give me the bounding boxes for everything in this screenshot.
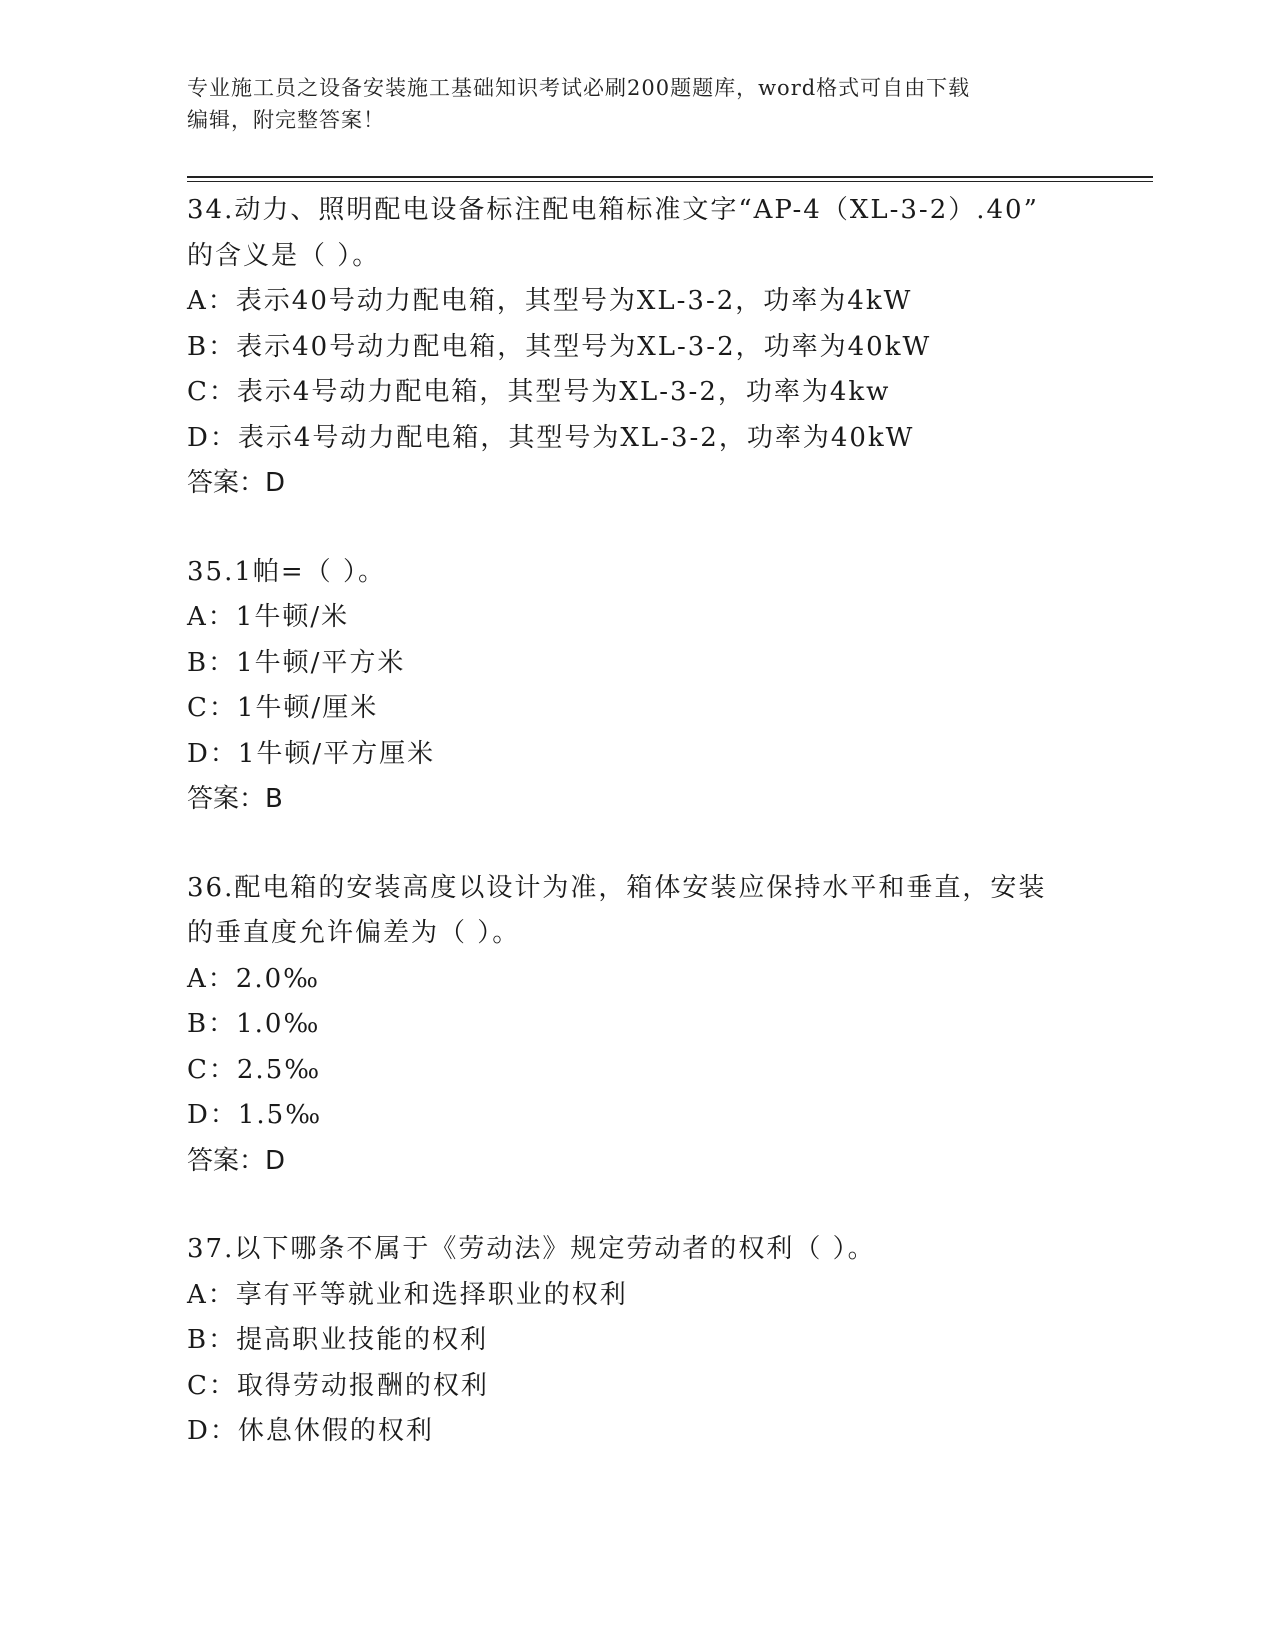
question-stem-line: 37.以下哪条不属于《劳动法》规定劳动者的权利（ ）。 [187,1234,876,1264]
question-stem-line: 的垂直度允许偏差为（ ）。 [187,918,521,948]
question-block [187,550,1127,823]
answer-option: D：休息休假的权利 [187,1416,434,1446]
answer-key: 答案：B [187,784,283,814]
answer-option: A：1牛顿/米 [187,602,350,632]
answer-option: A：表示40号动力配电箱，其型号为XL-3-2，功率为4kW [187,286,913,316]
question-stem-line: 36.配电箱的安装高度以设计为准，箱体安装应保持水平和垂直，安装 [187,872,1047,903]
question-stem-line: 34.动力、照明配电设备标注配电箱标准文字“AP-4（XL-3-2）.40” [187,195,1039,225]
answer-key: 答案：D [187,1145,286,1176]
question-stem-line: 35.1帕=（ ）。 [187,556,386,587]
answer-option: A：2.0‰ [187,963,321,994]
answer-option: B：1牛顿/平方米 [187,647,406,678]
answer-option: C：1牛顿/厘米 [187,693,379,723]
question-block [187,866,1127,1185]
answer-option: D：表示4号动力配电箱，其型号为XL-3-2，功率为40kW [187,422,915,453]
question-list [187,188,1127,1498]
answer-option: A：享有平等就业和选择职业的权利 [187,1279,628,1310]
answer-option: B：提高职业技能的权利 [187,1325,489,1355]
answer-option: B：表示40号动力配电箱，其型号为XL-3-2，功率为40kW [187,331,932,362]
answer-option: B：1.0‰ [187,1009,321,1039]
question-stem-line: 的含义是（ ）。 [187,240,381,271]
answer-option: D：1.5‰ [187,1100,323,1130]
answer-option: C：2.5‰ [187,1054,322,1085]
document-header [187,72,1067,136]
header-divider-thick [187,176,1153,178]
question-block [187,1227,1127,1455]
answer-option: C：取得劳动报酬的权利 [187,1370,489,1401]
header-title-line-1: 专业施工员之设备安装施工基础知识考试必刷200题题库，word格式可自由下载 [187,76,971,100]
question-block [187,188,1127,507]
header-title-line-2: 编辑，附完整答案！ [187,108,385,132]
answer-option: D：1牛顿/平方厘米 [187,738,436,769]
answer-option: C：表示4号动力配电箱，其型号为XL-3-2，功率为4kw [187,377,891,407]
answer-key: 答案：D [187,468,286,498]
header-divider-thin [187,181,1153,182]
